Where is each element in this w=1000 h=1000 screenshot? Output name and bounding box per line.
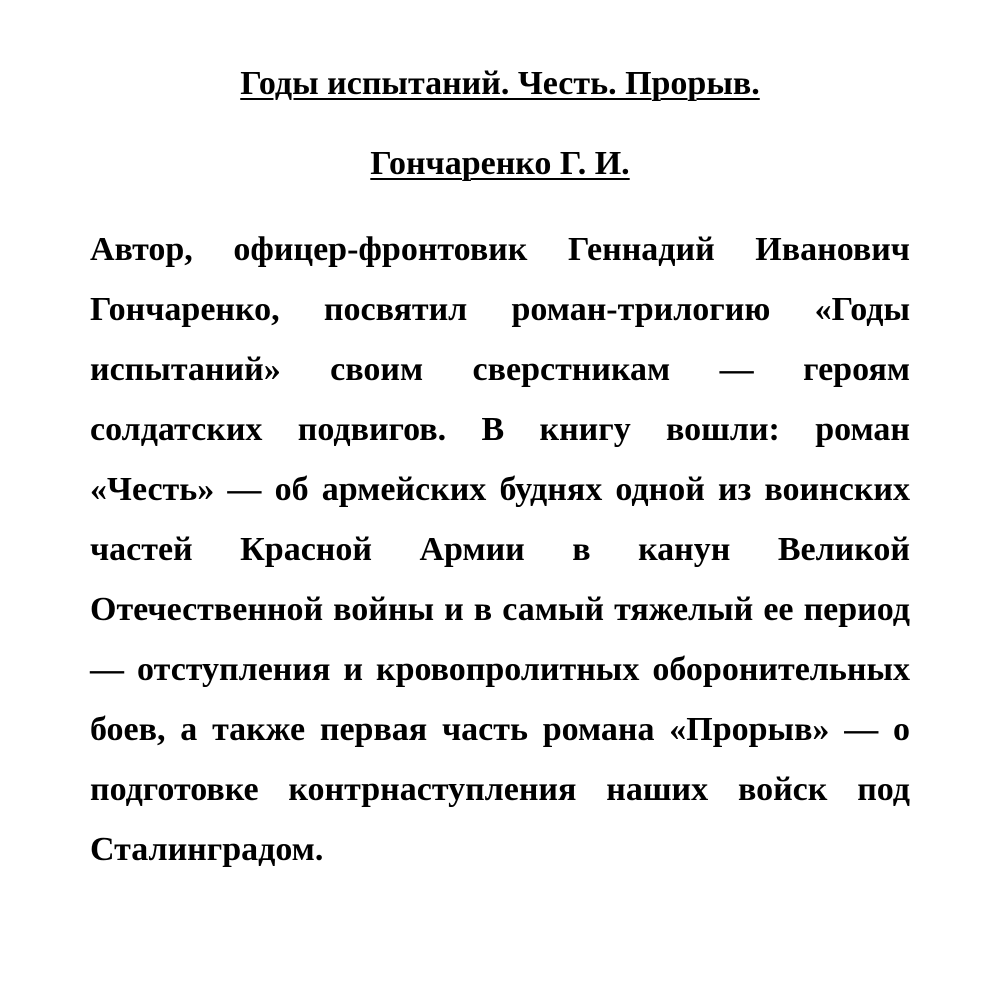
book-author: Гончаренко Г. И. bbox=[370, 145, 630, 182]
book-title: Годы испытаний. Честь. Прорыв. bbox=[240, 65, 760, 102]
book-description: Автор, офицер-фронтовик Геннадий Иванович Гончаренко, посвятил роман-трилогию «Годы испытаний» своим сверстникам — героям солдатских подвигов. В книгу вошли: роман «Честь» — об армейских буднях одной из воинских частей Красной Армии в канун Великой Отечественной войны и в самый тяжелый ее период — отступления и кровопролитных оборонительных боев, а также первая часть романа «Прорыв» — о подготовке контрнаступления наших войск под Сталинградом. bbox=[90, 231, 910, 868]
